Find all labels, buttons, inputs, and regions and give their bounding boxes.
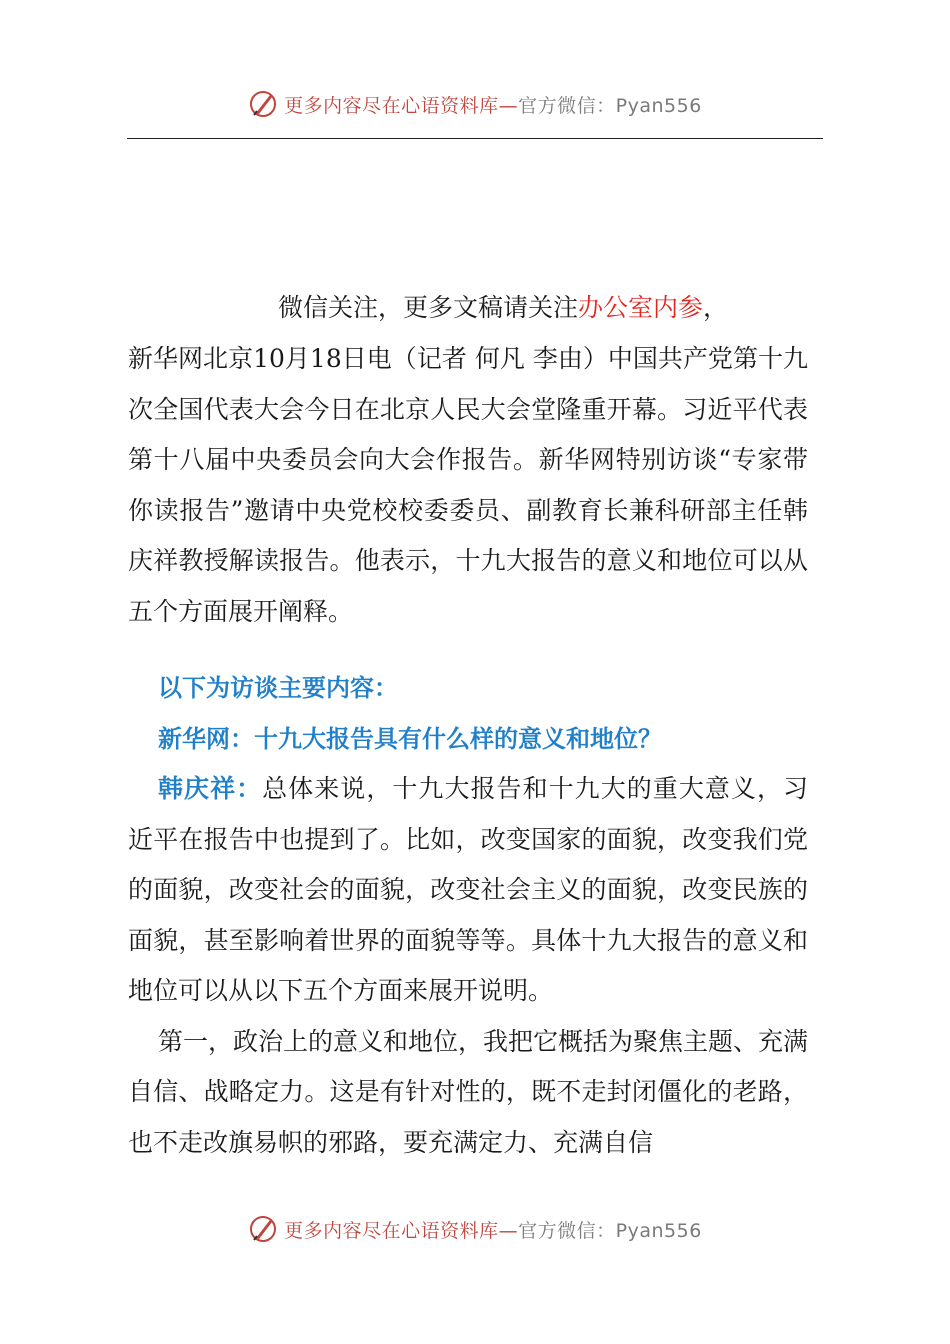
question-heading: 新华网：十九大报告具有什么样的意义和地位？ xyxy=(158,724,662,753)
header-rule xyxy=(127,138,823,139)
footer-banner-main: 更多内容尽在心语资料库— xyxy=(284,1219,519,1242)
section-heading: 以下为访谈主要内容： xyxy=(158,674,398,702)
footer-banner-wechat: 官方微信：Pyan556 xyxy=(518,1219,702,1242)
footer-banner-inner xyxy=(248,1214,702,1244)
intro-line xyxy=(278,288,808,328)
footer-banner xyxy=(0,1209,950,1249)
answer-text: 总体来说，十九大报告和十九大的重大意义，习近平在报告中也提到了。比如，改变国家的面貌，改变我们党的面貌，改变社会的面貌，改变社会主义的面貌，改变民族的面貌，甚至影响着世界的面貌等等。具体十九大报告的意义和地位可以从以下五个方面来展开说明。 xyxy=(128,774,808,1005)
paragraph-point-one: 第一，政治上的意义和地位，我把它概括为聚焦主题、充满自信、战略定力。这是有针对性的，既不走封闭僵化的老路，也不走改旗易帜的邪路，要充满定力、充满自信 xyxy=(128,1026,809,1157)
footer-banner-text xyxy=(284,1216,702,1243)
spacer xyxy=(128,637,808,663)
quill-pen-icon xyxy=(248,89,278,119)
header-banner xyxy=(0,84,950,124)
intro-suffix: ， xyxy=(703,293,729,322)
intro-highlight: 办公室内参 xyxy=(578,293,704,322)
header-banner-wechat: 官方微信：Pyan556 xyxy=(518,94,702,117)
intro-prefix: 微信关注，更多文稿请关注 xyxy=(278,293,579,322)
paragraph-news-lead: 新华网北京10月18日电（记者 何凡 李由）中国共产党第十九次全国代表大会今日在北京人民大会堂隆重开幕。习近平代表第十八届中央委员会向大会作报告。新华网特别访谈“专家带你读报告”邀请中央党校校委委员、副教育长兼科研部主任韩庆祥教授解读报告。他表示，十九大报告的意义和地位可以从五个方面展开阐释。 xyxy=(128,344,808,626)
header-banner-text xyxy=(284,91,702,118)
quill-pen-icon xyxy=(248,1214,278,1244)
header-banner-inner xyxy=(248,89,702,119)
document-body xyxy=(128,288,808,1168)
header-banner-main: 更多内容尽在心语资料库— xyxy=(284,94,519,117)
speaker-label: 韩庆祥： xyxy=(158,774,263,803)
paragraph-answer xyxy=(128,764,808,1017)
